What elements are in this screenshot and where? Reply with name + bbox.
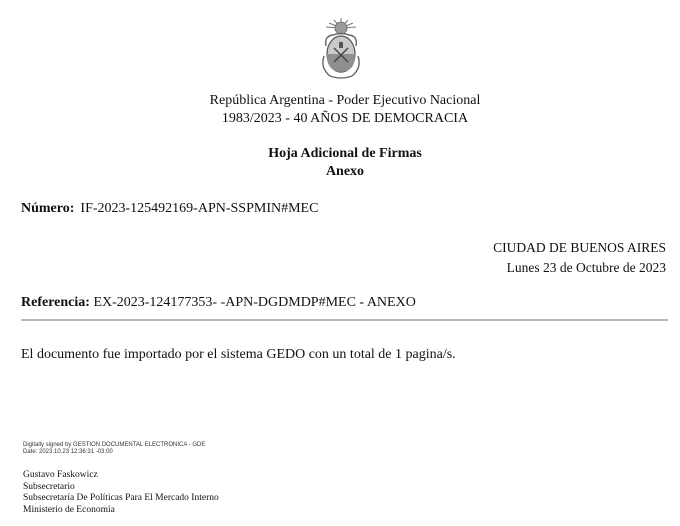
document-title: Hoja Adicional de Firmas xyxy=(268,146,422,161)
signer-office: Subsecretaría De Políticas Para El Mercado Interno xyxy=(23,493,219,504)
header-line-1: República Argentina - Poder Ejecutivo Nacional xyxy=(209,93,481,108)
document-subtitle: Anexo xyxy=(325,164,365,179)
place: CIUDAD DE BUENOS AIRES xyxy=(493,240,666,255)
date: Lunes 23 de Octubre de 2023 xyxy=(506,260,666,275)
header-line-2: 1983/2023 - 40 AÑOS DE DEMOCRACIA xyxy=(221,111,469,126)
reference-value: EX-2023-124177353- -APN-DGDMDP#MEC - ANEXO xyxy=(93,295,416,310)
document-number xyxy=(21,200,318,217)
signer-block xyxy=(23,470,219,516)
signer-name: Gustavo Faskowicz xyxy=(23,470,98,480)
digital-signature-line-2: Date: 2023.10.23 12:36:31 -03:00 xyxy=(23,449,113,455)
reference xyxy=(21,294,416,311)
signer-role: Subsecretario xyxy=(23,481,75,492)
coat-of-arms-seal xyxy=(318,16,364,82)
digital-signature-line-1: Digitally signed by GESTION DOCUMENTAL ELECTRONICA - GDE xyxy=(23,442,206,448)
document-number-value: IF-2023-125492169-APN-SSPMIN#MEC xyxy=(80,201,319,216)
signer-ministry: Ministerio de Economía xyxy=(23,504,115,515)
separator-rule xyxy=(21,319,668,321)
document-number-label: Número: xyxy=(21,201,75,216)
body-text: El documento fue importado por el sistema GEDO con un total de 1 pagina/s. xyxy=(21,347,456,362)
reference-label: Referencia: xyxy=(21,295,90,310)
digital-signature-stamp xyxy=(23,442,205,456)
